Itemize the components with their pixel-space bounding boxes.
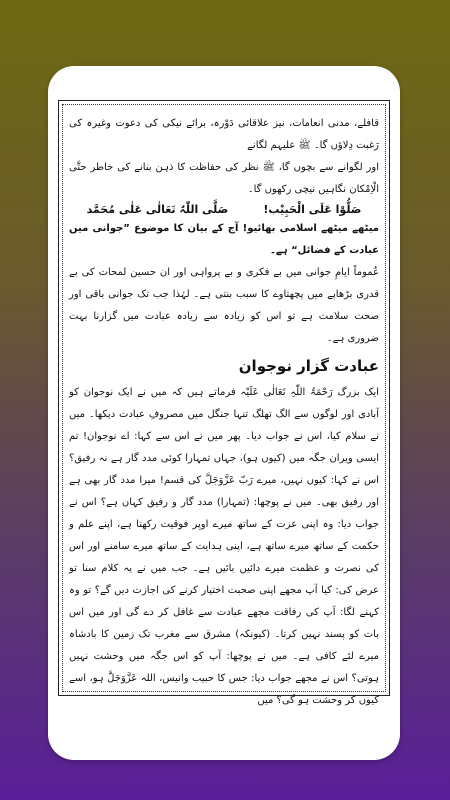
section-heading: عبادت گزار نوجوان bbox=[238, 357, 379, 375]
page-frame bbox=[58, 100, 390, 706]
salutation-right: صَلَّی اللّٰہُ تَعَالٰی عَلٰی مُحَمَّد bbox=[86, 203, 229, 216]
topic-line: میٹھے میٹھے اسلامی بھائیو! آج کے بیان کا موضوع ”جوانی میں عبادت کے فضائل“ ہے۔ bbox=[69, 223, 379, 256]
page-content bbox=[62, 104, 386, 706]
salutation-left: صَلُّوْا عَلَی الْحَبِیْب! bbox=[263, 203, 362, 216]
paragraph-2: ایک بزرگ رَحْمَۃُ اللّٰہِ تَعَالٰی عَلَیْہ فرماتے ہیں کہ میں نے ایک نوجوان کو آبادی اور لوگوں سے الگ تھلگ تنہا جنگل میں مصروفِ عبادت دیکھا۔ میں نے سلام کیا، اس نے جواب دیا۔ پھر میں نے اس سے کہا: اے نوجوان! تم ایسی ویران جگہ میں (کیوں ہو)، جہاں تمہارا کوئی مدد گار ہے نہ رفیق؟ اس نے کہا: کیوں نہیں، میرے رَبّ عَزَّوَجَلَّ کی قسم! میرا مدد گار بھی ہے اور رفیق بھی۔ میں نے پوچھا: (تمہارا) مدد گار و رفیق کہاں ہے؟ اس نے جواب دیا: وہ اپنی عزت کے ساتھ میرے اوپر فوقیت رکھتا ہے، اپنے علم و حکمت کے ساتھ میرے ساتھ ہے، اپنی ہدایت کے ساتھ میرے سامنے اور اس کی نصرت و عظمت میرے دائیں بائیں ہے۔ جب میں نے یہ کلام سنا تو عرض کی: کیا آپ مجھے اپنی صحبت اختیار کرنے کی اجازت دیں گے؟ تو وہ کہنے لگا: آپ کی رفاقت مجھے عبادت سے غافل کر دے گی اور میں اس بات کو پسند نہیں کرتا۔ (کیونکہ) مشرق سے مغرب تک زمین کا بادشاہ میرے لئے کافی ہے۔ میں نے پوچھا: آپ کو اس جگہ میں وحشت نہیں ہوتی؟ اس نے مجھے جواب دیا: جس کا حبیب وانیس، اللہ عَزَّوَجَلَّ ہو، اسے کیوں کر وحشت ہو گی؟ میں bbox=[69, 387, 379, 706]
salutation-row bbox=[69, 203, 379, 216]
paragraph-1: عُموماً ایامِ جوانی میں بے فکری و بے پرواہی اور ان حسین لمحات کی بے قدری بڑھاپے میں پچھتاوے کا سبب بنتی ہے۔ لہٰذا جب تک جوانی باقی اور صحت سلامت ہے تو اس کو زیادہ سے زیادہ عبادت میں گزارنا بہت ضروری ہے۔ bbox=[69, 267, 379, 344]
intro-line-1: قافلے، مدنی انعامات، نیز علاقائی دَوْرہ، برائے نیکی کی دعوت وغیرہ کی رَغبت دِلاؤں گا۔ ﷺ علیہم لگانے bbox=[69, 118, 379, 151]
intro-line-2: اور لگوانے سے بچوں گا، ﷺ نظر کی حفاظت کا ذہن بنانے کی خاطر حتَّی الْاِمْکان نگاہیں نیچی رکھوں گا۔ bbox=[69, 162, 379, 195]
